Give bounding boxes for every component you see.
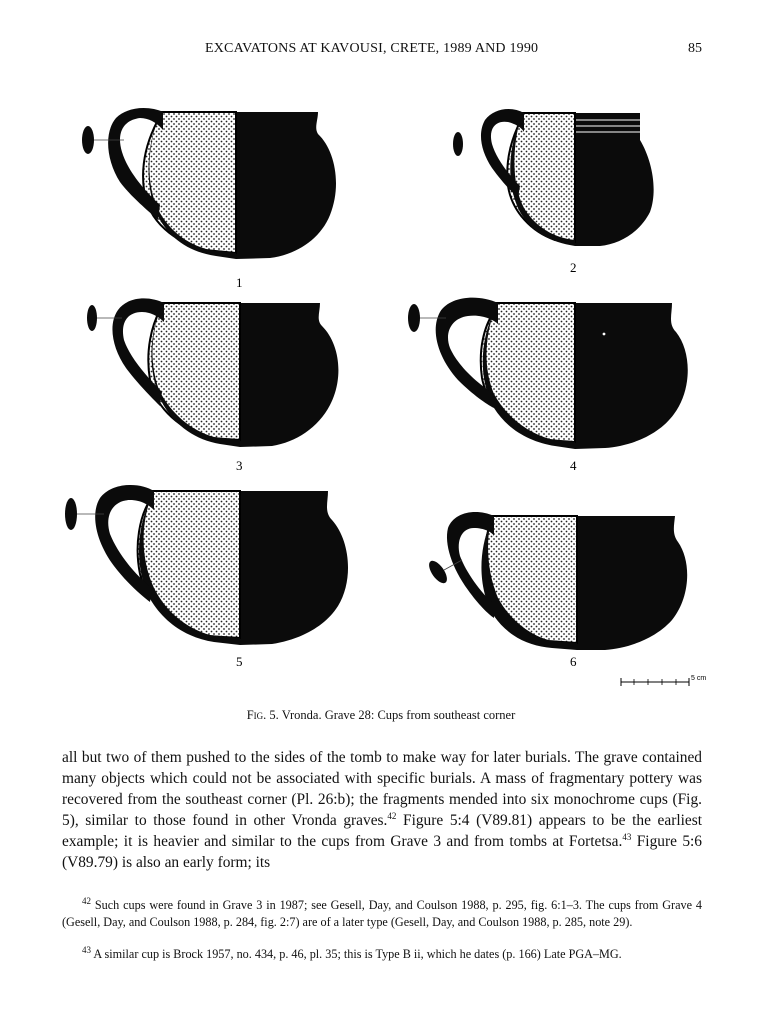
paragraph-part-1: all but two of them pushed to the sides of the tomb to make way for later burials. The grave contained many objects which could not be associated with specific burials. A mass of fragmentary pottery was recovered from the southeast corner (Pl. 26:b); the fragments mended into six monochrome cups (Fig. 5), similar to those found in other Vronda graves. <box>62 749 702 829</box>
figure-caption <box>0 708 762 723</box>
body-paragraph <box>62 747 702 873</box>
paragraph-part-2: Figure 5:4 (V89.81) appears to be the earliest example; it is heavier and similar to the cups from Grave 3 and from tombs at Fortetsa. <box>62 812 702 850</box>
cup-drawing-1 <box>82 108 336 259</box>
cup-drawing-5 <box>65 485 348 645</box>
paragraph-part-3: Figure 5:6 (V89.79) is also an early form; its <box>62 833 702 871</box>
cup-label-4: 4 <box>570 458 577 473</box>
cup-label-6: 6 <box>570 654 577 669</box>
cup-label-2: 2 <box>570 260 577 275</box>
footnote-ref-42[interactable]: 42 <box>387 810 397 821</box>
cup-drawing-6 <box>426 512 688 650</box>
caption-prefix: Fig. 5. <box>246 708 279 722</box>
footnote-ref-43[interactable]: 43 <box>622 831 632 842</box>
scale-bar <box>621 675 706 686</box>
running-title: EXCAVATONS AT KAVOUSI, CRETE, 1989 AND 1990 <box>205 41 539 56</box>
cup-label-5: 5 <box>236 654 243 669</box>
footnote-number-42: 42 <box>82 895 91 906</box>
cup-label-3: 3 <box>236 458 243 473</box>
footnote-43 <box>62 946 702 963</box>
cup-drawing-3 <box>87 298 338 447</box>
scale-label: 5 cm <box>691 675 707 682</box>
footnote-text-42: Such cups were found in Grave 3 in 1987; see Gesell, Day, and Coulson 1988, p. 295, fig. 6:1–3. The cups from Grave 4 (Gesell, Day, and Coulson 1988, p. 284, fig. 2:7) are of a later type (Gesell, Day, and Coulson 1988, p. 285, note 29). <box>62 898 703 929</box>
caption-text: Vronda. Grave 28: Cups from southeast corner <box>281 708 516 722</box>
cup-drawing-2 <box>453 109 654 246</box>
page-number: 85 <box>688 41 702 56</box>
footnote-42 <box>62 897 702 931</box>
footnote-number-43: 43 <box>82 944 91 955</box>
footnote-text-43: A similar cup is Brock 1957, no. 434, p. 46, pl. 35; this is Type B ii, which he dates (p. 166) Late PGA–MG. <box>93 947 622 961</box>
cup-label-1: 1 <box>236 275 243 290</box>
cup-drawing-4 <box>408 298 688 449</box>
